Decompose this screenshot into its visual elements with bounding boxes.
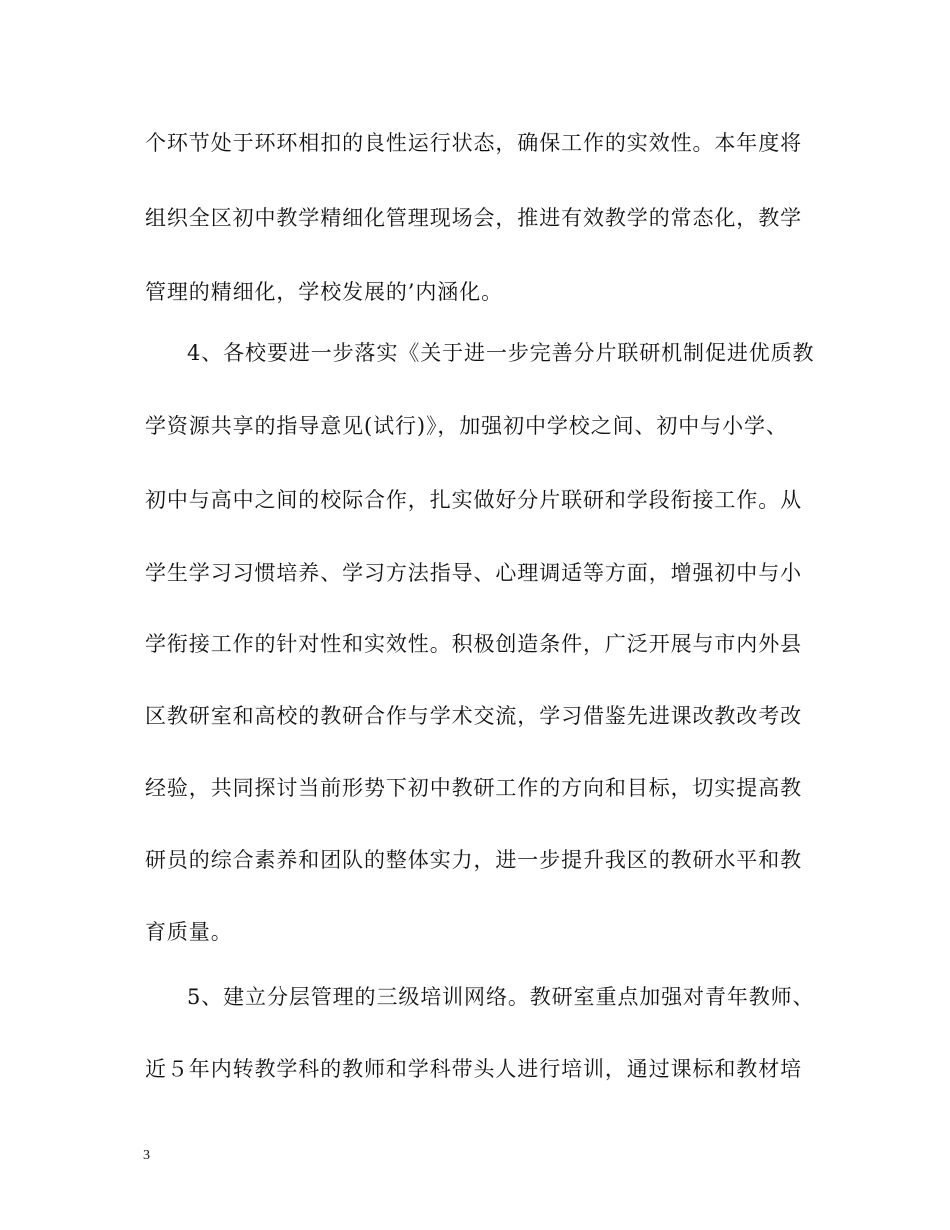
paragraph-start-line: 5、建立分层管理的三级培训网络。教研室重点加强对青年教师、 — [187, 985, 815, 1009]
text-line: 区教研室和高校的教研合作与学术交流，学习借鉴先进课改教改考改 — [145, 704, 802, 728]
paragraph-start-line: 4、各校要进一步落实《关于进一步完善分片联研机制促进优质教 — [187, 341, 815, 365]
text-line: 经验，共同探讨当前形势下初中教研工作的方向和目标，切实提高教 — [145, 776, 802, 800]
page-number: 3 — [143, 1148, 150, 1163]
text-line: 学生学习习惯培养、学习方法指导、心理调适等方面，增强初中与小 — [145, 561, 802, 585]
text-line: 学资源共享的指导意见(试行)》，加强初中学校之间、初中与小学、 — [145, 414, 788, 438]
text-line: 组织全区初中教学精细化管理现场会，推进有效教学的常态化，教学 — [145, 206, 802, 230]
text-line: 近５年内转教学科的教师和学科带头人进行培训，通过课标和教材培 — [145, 1057, 802, 1081]
text-line: 育质量。 — [145, 920, 233, 944]
text-line: 初中与高中之间的校际合作，扎实做好分片联研和学段衔接工作。从 — [145, 488, 802, 512]
text-line: 学衔接工作的针对性和实效性。积极创造条件，广泛开展与市内外县 — [145, 632, 802, 656]
text-line: 管理的精细化，学校发展的’内涵化。 — [145, 280, 503, 304]
text-line: 研员的综合素养和团队的整体实力，进一步提升我区的教研水平和教 — [145, 848, 802, 872]
text-line: 个环节处于环环相扣的良性运行状态，确保工作的实效性。本年度将 — [145, 131, 802, 155]
